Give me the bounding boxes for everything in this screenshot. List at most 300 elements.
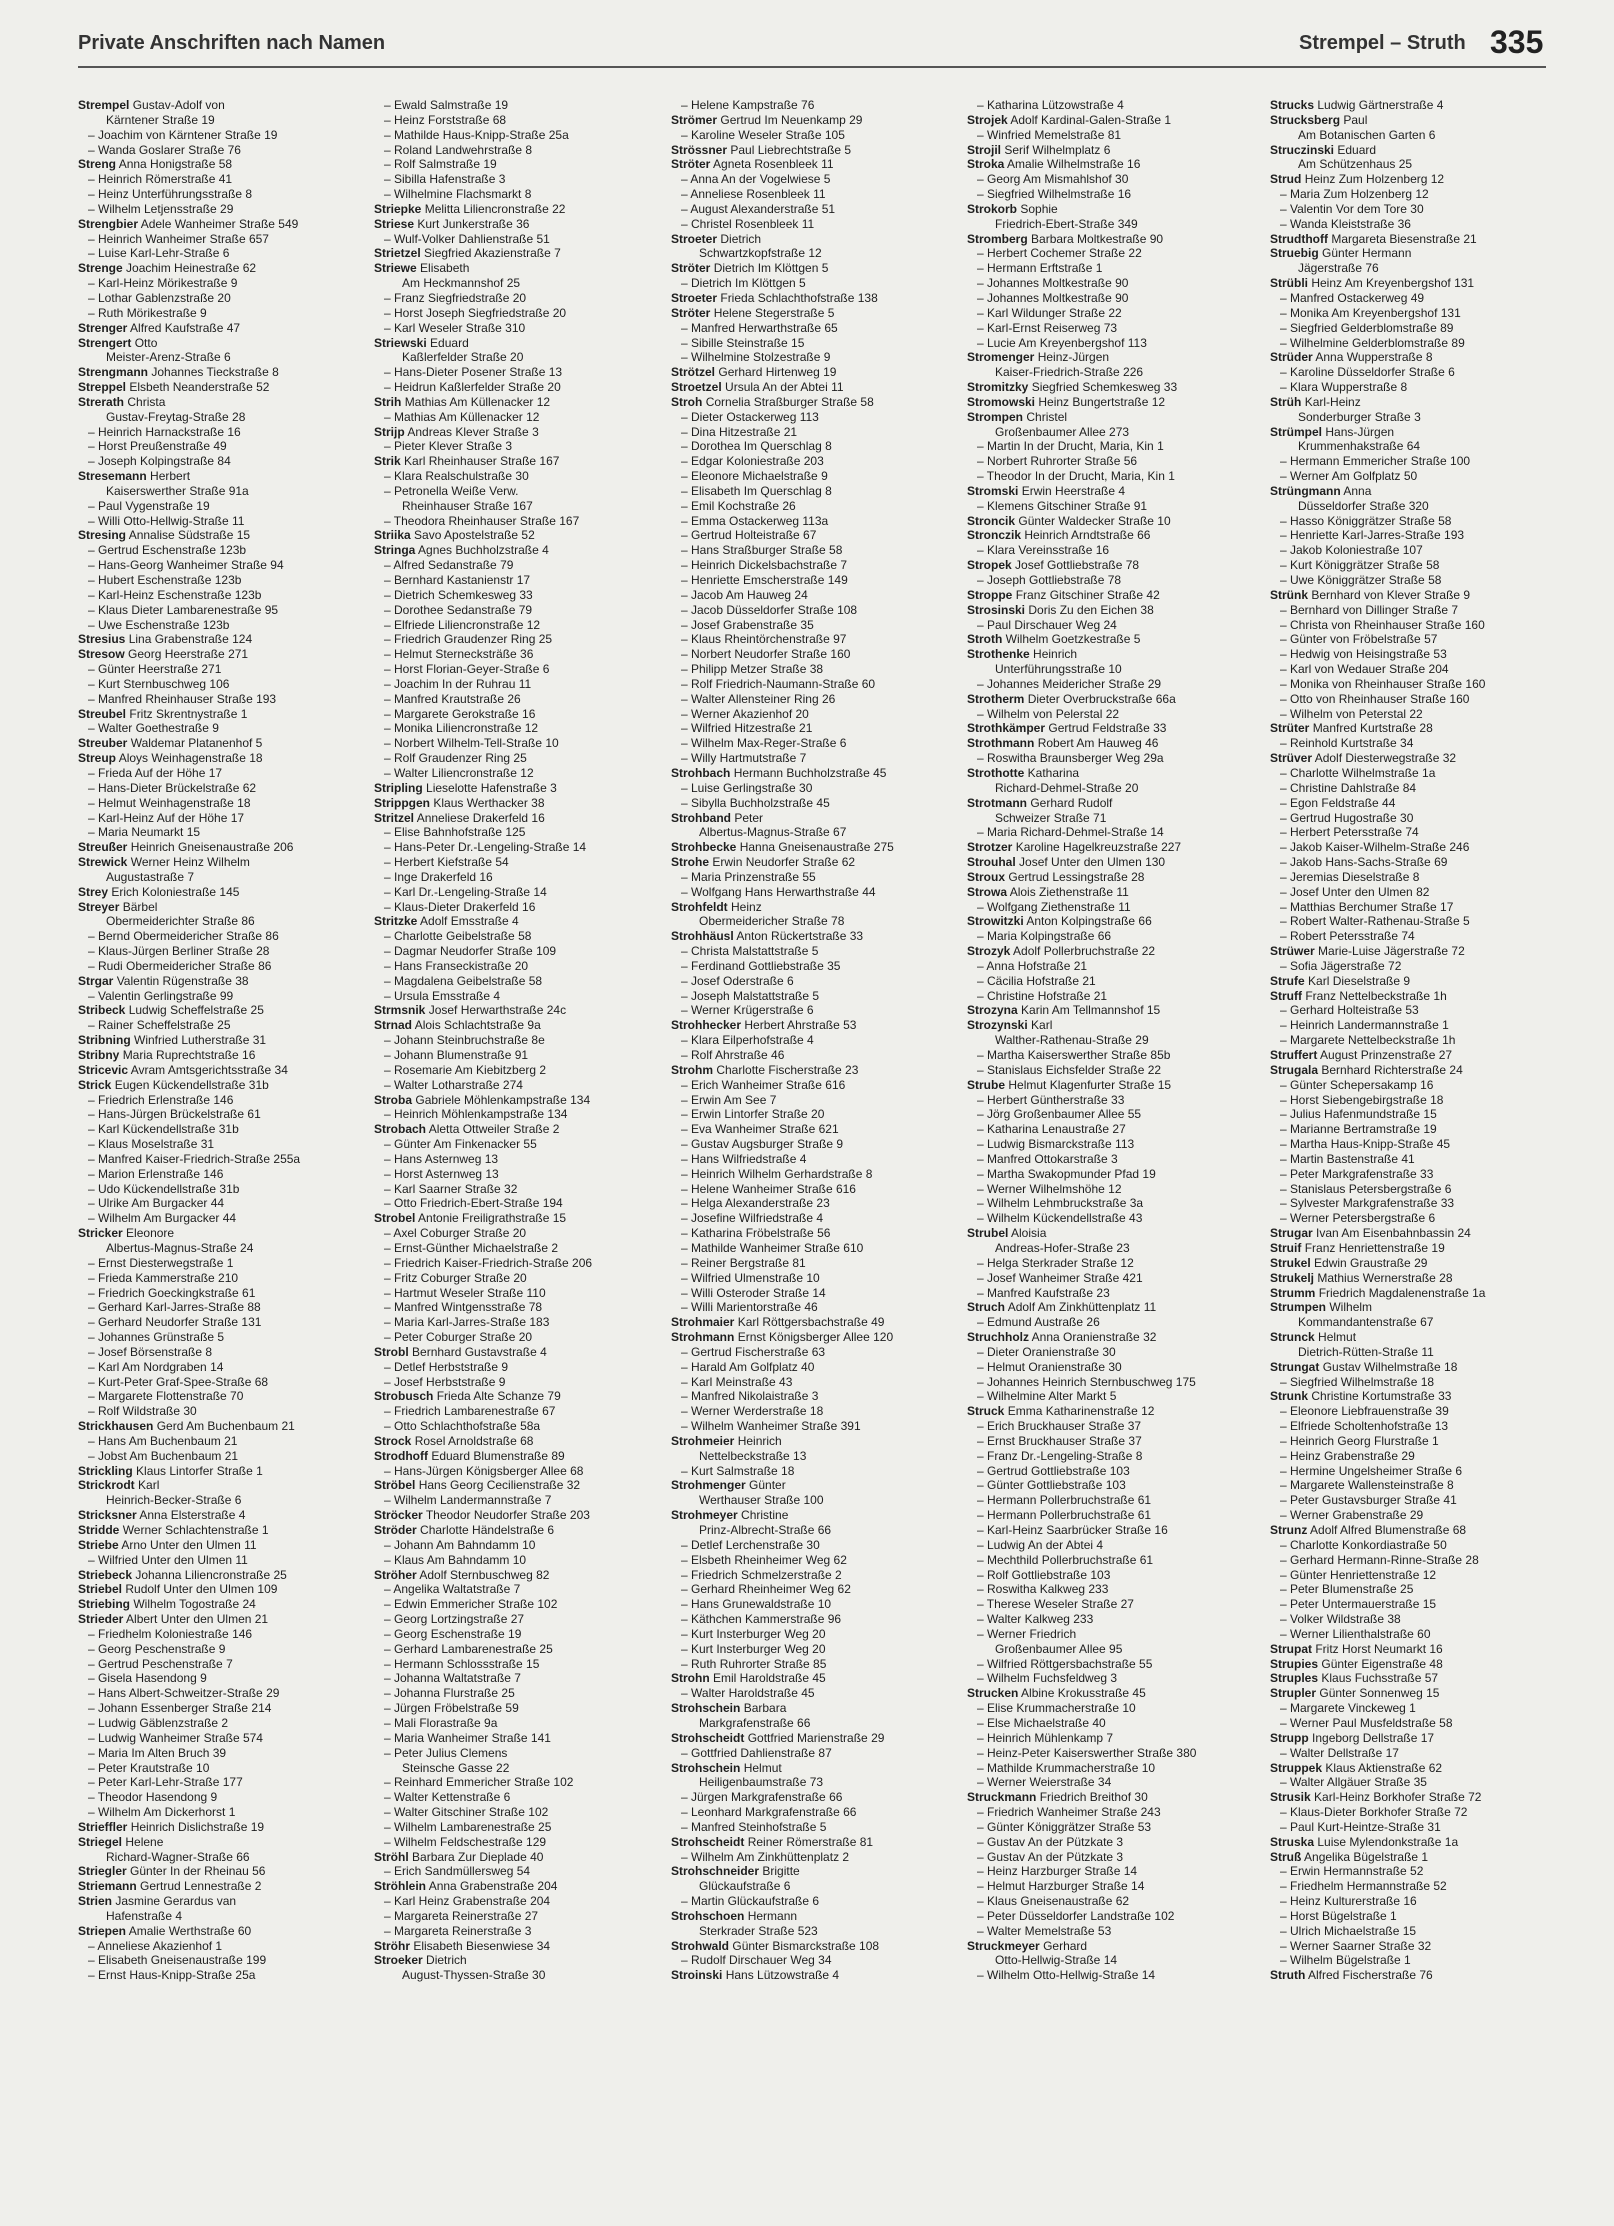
- surname: Stromenger: [967, 350, 1035, 365]
- directory-entry: [374, 1449, 654, 1464]
- entry-details: – Gustav Augsburger Straße 9: [681, 1137, 844, 1152]
- directory-entry: [374, 336, 654, 351]
- entry-details: Sophie: [1020, 201, 1058, 216]
- directory-entry: [1270, 1790, 1550, 1805]
- address-continuation: Andreas-Hofer-Straße 23: [995, 1240, 1130, 1255]
- directory-entry: [967, 1805, 1247, 1820]
- directory-entry: [967, 944, 1247, 959]
- entry-details: Herbert: [150, 469, 191, 484]
- directory-entry: [78, 484, 358, 499]
- surname: Strotherm: [967, 691, 1025, 706]
- directory-entry: [1270, 187, 1550, 202]
- directory-entry: [78, 113, 358, 128]
- directory-entry: [78, 1048, 358, 1063]
- directory-entry: [374, 261, 654, 276]
- directory-entry: [374, 1657, 654, 1672]
- surname: Strgar: [78, 973, 114, 988]
- entry-details: – Maria Im Alten Bruch 39: [88, 1745, 227, 1760]
- entry-details: Wilhelm Togostraße 24: [133, 1597, 256, 1612]
- entry-details: – Maria Kolpingstraße 66: [977, 929, 1112, 944]
- directory-entry: [671, 1597, 951, 1612]
- directory-entry: [78, 840, 358, 855]
- entry-details: – Margarete Nettelbeckstraße 1h: [1280, 1033, 1456, 1048]
- entry-details: Valentin Rügenstraße 38: [116, 973, 249, 988]
- entry-details: – Hermann Pollerbruchstraße 61: [977, 1508, 1152, 1523]
- directory-entry: [1270, 454, 1550, 469]
- entry-details: – Helga Sterkrader Straße 12: [977, 1255, 1134, 1270]
- entry-details: – Ernst-Günther Michaelstraße 2: [384, 1240, 559, 1255]
- directory-entry: [78, 1345, 358, 1360]
- entry-details: – Wilhelm Bügelstraße 1: [1280, 1953, 1411, 1968]
- entry-details: – Johannes Moltkestraße 90: [977, 276, 1129, 291]
- directory-entry: [967, 1345, 1247, 1360]
- entry-details: – Wilhelm Feldschestraße 129: [384, 1834, 547, 1849]
- directory-entry: [78, 365, 358, 380]
- entry-details: – Rudi Obermeidericher Straße 86: [88, 958, 272, 973]
- directory-entry: [78, 1894, 358, 1909]
- directory-entry: [967, 1582, 1247, 1597]
- surname: Strerath: [78, 394, 125, 409]
- directory-entry: [374, 128, 654, 143]
- entry-details: – Anneliese Rosenbleek 11: [681, 187, 826, 202]
- entry-details: – Robert Petersstraße 74: [1280, 929, 1415, 944]
- entry-details: – Martha Kaiserswerther Straße 85b: [977, 1048, 1171, 1062]
- directory-entry: [374, 1300, 654, 1315]
- directory-entry: [374, 677, 654, 692]
- directory-entry: [1270, 1597, 1550, 1612]
- directory-entry: [78, 1864, 358, 1879]
- entry-details: – Hermann Erftstraße 1: [977, 261, 1103, 276]
- directory-entry: [374, 276, 654, 291]
- entry-details: – Bernd Obermeidericher Straße 86: [88, 929, 279, 944]
- directory-entry: [671, 128, 951, 143]
- directory-entry: [671, 425, 951, 440]
- directory-entry: [1270, 98, 1550, 113]
- entry-details: – Wilfried Röttgersbachstraße 55: [977, 1656, 1153, 1671]
- directory-entry: [78, 217, 358, 232]
- directory-entry: [671, 1864, 951, 1879]
- surname: Strozyk: [967, 944, 1011, 959]
- surname: Struif: [1270, 1240, 1302, 1255]
- surname: Striebeck: [78, 1567, 133, 1582]
- surname: Strewick: [78, 855, 128, 870]
- entry-details: – Heinrich Möhlenkampstraße 134: [384, 1107, 568, 1122]
- entry-details: – Gustav An der Pützkate 3: [977, 1834, 1124, 1849]
- surname: Strugala: [1270, 1062, 1319, 1077]
- surname: Ströher: [374, 1567, 417, 1582]
- directory-entry: [671, 321, 951, 336]
- directory-entry: [78, 721, 358, 736]
- surname: Streng: [78, 157, 117, 172]
- surname: Strumpen: [1270, 1300, 1327, 1315]
- directory-entry: [671, 1271, 951, 1286]
- address-continuation: Kommandantenstraße 67: [1298, 1315, 1434, 1330]
- entry-details: – Katharina Fröbelstraße 56: [681, 1226, 831, 1241]
- entry-details: Anna Grabenstraße 204: [428, 1879, 558, 1894]
- directory-entry: [374, 1671, 654, 1686]
- address-continuation: Großenbaumer Allee 273: [995, 424, 1130, 439]
- address-continuation: Richard-Dehmel-Straße 20: [995, 780, 1139, 795]
- directory-entry: [967, 1389, 1247, 1404]
- entry-details: – Theodora Rheinhauser Straße 167: [384, 513, 580, 528]
- surname: Strowitzki: [967, 914, 1024, 929]
- directory-entry: [671, 781, 951, 796]
- directory-entry: [967, 1731, 1247, 1746]
- directory-entry: [967, 1003, 1247, 1018]
- entry-details: Heinrich: [1033, 647, 1078, 662]
- entry-details: Anna Oranienstraße 32: [1031, 1330, 1157, 1345]
- entry-details: – Hans-Dieter Posener Straße 13: [384, 365, 563, 380]
- address-continuation: Richard-Wagner-Straße 66: [106, 1849, 250, 1864]
- directory-entry: [78, 989, 358, 1004]
- entry-details: Gerhard: [1043, 1938, 1088, 1953]
- directory-entry: [374, 647, 654, 662]
- directory-entry: [967, 1493, 1247, 1508]
- entry-details: – Heinrich Römerstraße 41: [88, 172, 233, 187]
- directory-entry: [78, 1597, 358, 1612]
- entry-details: Alfred Fischerstraße 76: [1308, 1968, 1433, 1983]
- surname: Stroba: [374, 1092, 413, 1107]
- directory-entry: [1270, 1018, 1550, 1033]
- entry-details: – Reinhold Kurtstraße 34: [1280, 736, 1414, 751]
- directory-entry: [374, 1196, 654, 1211]
- address-continuation: August-Thyssen-Straße 30: [402, 1968, 546, 1983]
- entry-details: – Joseph Gottliebstraße 78: [977, 573, 1122, 587]
- directory-entry: [671, 1078, 951, 1093]
- entry-details: – Günter von Fröbelstraße 57: [1280, 632, 1438, 647]
- surname: Strokorb: [967, 201, 1018, 216]
- address-continuation: Heiligenbaumstraße 73: [699, 1775, 824, 1790]
- surname: Strünk: [1270, 587, 1309, 602]
- surname: Streubel: [78, 706, 127, 721]
- surname: Stroh: [671, 394, 703, 409]
- directory-entry: [78, 1271, 358, 1286]
- entry-details: Gertrud Im Neuenkamp 29: [720, 112, 863, 127]
- directory-entry: [374, 1122, 654, 1137]
- directory-entry: [374, 603, 654, 618]
- entry-details: – Christa von Rheinhauser Straße 160: [1280, 617, 1485, 632]
- entry-details: – Manfred Kaufstraße 23: [977, 1285, 1110, 1300]
- directory-entry: [967, 499, 1247, 514]
- directory-entry: [78, 751, 358, 766]
- surname: Strietzel: [374, 246, 421, 261]
- entry-details: Adolf Pollerbruchstraße 22: [1013, 944, 1156, 959]
- directory-entry: [78, 246, 358, 261]
- directory-entry: [967, 736, 1247, 751]
- entry-details: Gerd Am Buchenbaum 21: [156, 1419, 295, 1434]
- directory-entry: [1270, 1271, 1550, 1286]
- directory-entry: [671, 1879, 951, 1894]
- surname: Stroeter: [671, 231, 718, 246]
- directory-entry: [374, 736, 654, 751]
- entry-details: – Emma Ostackerweg 113a: [681, 513, 829, 528]
- entry-details: Charlotte Fischerstraße 23: [716, 1062, 859, 1077]
- directory-entry: [671, 989, 951, 1004]
- directory-entry: [671, 1167, 951, 1182]
- header-divider: [78, 66, 1546, 68]
- entry-details: – Peter Coburger Straße 20: [384, 1330, 533, 1345]
- entry-details: – Henriette Karl-Jarres-Straße 193: [1280, 528, 1465, 543]
- entry-details: – Detlef Herbststraße 9: [384, 1359, 509, 1374]
- directory-entry: [967, 662, 1247, 677]
- directory-entry: [671, 499, 951, 514]
- directory-entry: [671, 1478, 951, 1493]
- directory-entry: [671, 1449, 951, 1464]
- entry-details: – Norbert Neudorfer Straße 160: [681, 647, 851, 662]
- entry-details: Adolf Diesterwegstraße 32: [1314, 751, 1457, 766]
- entry-details: – Wanda Goslarer Straße 76: [88, 142, 241, 157]
- directory-entry: [374, 959, 654, 974]
- entry-details: – Margareta Reinerstraße 27: [384, 1908, 539, 1923]
- directory-entry: [78, 1360, 358, 1375]
- entry-details: Helmut: [743, 1760, 782, 1775]
- directory-entry: [1270, 1746, 1550, 1761]
- entry-details: – Heinrich Wilhelm Gerhardstraße 8: [681, 1166, 873, 1181]
- entry-details: – Josef Herbststraße 9: [384, 1374, 506, 1389]
- entry-details: Ludwig Gärtnerstraße 4: [1317, 98, 1444, 112]
- directory-entry: [967, 143, 1247, 158]
- directory-entry: [374, 1107, 654, 1122]
- entry-details: – Fritz Coburger Straße 20: [384, 1270, 527, 1285]
- entry-details: – Martin In der Drucht, Maria, Kin 1: [977, 439, 1164, 454]
- directory-entry: [967, 1835, 1247, 1850]
- directory-entry: [967, 1968, 1247, 1983]
- entry-details: – Erwin Hermannstraße 52: [1280, 1864, 1424, 1879]
- entry-details: – Klara Realschulstraße 30: [384, 469, 529, 484]
- directory-entry: [374, 1018, 654, 1033]
- entry-details: Heinrich Gneisenaustraße 206: [130, 840, 294, 855]
- directory-entry: [671, 1434, 951, 1449]
- directory-entry: [967, 1167, 1247, 1182]
- directory-entry: [967, 276, 1247, 291]
- entry-details: – Klaus-Dieter Borkhofer Straße 72: [1280, 1805, 1468, 1820]
- directory-entry: [1270, 439, 1550, 454]
- entry-details: Erwin Neudorfer Straße 62: [712, 855, 856, 870]
- entry-details: – Gertrud Eschenstraße 123b: [88, 543, 247, 558]
- entry-details: Johannes Tieckstraße 8: [151, 365, 279, 380]
- directory-entry: [671, 261, 951, 276]
- entry-details: – Sofia Jägerstraße 72: [1280, 958, 1402, 973]
- directory-entry: [671, 1538, 951, 1553]
- directory-entry: [1270, 1657, 1550, 1672]
- entry-details: – Jakob Koloniestraße 107: [1280, 543, 1423, 558]
- surname: Stripling: [374, 780, 423, 795]
- directory-entry: [967, 603, 1247, 618]
- directory-entry: [78, 618, 358, 633]
- entry-details: – Willi Marientorstraße 46: [681, 1300, 818, 1315]
- directory-entry: [1270, 1375, 1550, 1390]
- directory-entry: [967, 811, 1247, 826]
- directory-entry: [1270, 1078, 1550, 1093]
- entry-details: Josef Unter den Ulmen 130: [1019, 855, 1166, 870]
- entry-details: – Rolf Ahrstraße 46: [681, 1048, 785, 1062]
- directory-entry: [374, 751, 654, 766]
- entry-details: – Helmut Harzburger Straße 14: [977, 1879, 1145, 1894]
- directory-entry: [1270, 1864, 1550, 1879]
- directory-entry: [78, 1761, 358, 1776]
- entry-details: – Johannes Heinrich Sternbuschweg 175: [977, 1374, 1196, 1389]
- directory-entry: [671, 1523, 951, 1538]
- surname: Striemann: [78, 1879, 137, 1894]
- directory-entry: [374, 1419, 654, 1434]
- entry-details: – Josef Unter den Ulmen 82: [1280, 884, 1430, 899]
- directory-entry: [671, 291, 951, 306]
- directory-entry: [1270, 1553, 1550, 1568]
- directory-entry: [374, 662, 654, 677]
- entry-details: – Ulrike Am Burgacker 44: [88, 1196, 225, 1211]
- entry-details: – Heinz Harzburger Straße 14: [977, 1864, 1138, 1879]
- directory-entry: [78, 350, 358, 365]
- surname: Striika: [374, 528, 411, 543]
- directory-entry: [967, 825, 1247, 840]
- address-continuation: Düsseldorfer Straße 320: [1298, 498, 1429, 513]
- directory-entry: [671, 1657, 951, 1672]
- surname: Stroeter: [671, 290, 718, 305]
- directory-entry: [967, 1033, 1247, 1048]
- surname: Stricksner: [78, 1508, 137, 1523]
- entry-details: – Horst Siebengebirgstraße 18: [1280, 1092, 1444, 1107]
- entry-details: Helene: [125, 1834, 164, 1849]
- entry-details: – Heidrun Kaßlerfelder Straße 20: [384, 380, 561, 395]
- entry-details: Amalie Werthstraße 60: [128, 1923, 252, 1938]
- entry-details: – Philipp Metzer Straße 38: [681, 662, 824, 677]
- directory-entry: [374, 1894, 654, 1909]
- entry-details: – Heinrich Wanheimer Straße 657: [88, 231, 269, 246]
- directory-entry: [78, 632, 358, 647]
- entry-details: Anna: [1343, 483, 1372, 498]
- directory-entry: [374, 1716, 654, 1731]
- directory-entry: [374, 1286, 654, 1301]
- surname: Stromowski: [967, 394, 1036, 409]
- entry-details: – Georg Am Mismahlshof 30: [977, 172, 1129, 187]
- directory-entry: [374, 143, 654, 158]
- directory-entry: [78, 1315, 358, 1330]
- directory-entry: [374, 232, 654, 247]
- entry-details: – Karl Wildunger Straße 22: [977, 305, 1122, 320]
- entry-details: – Ludwig An der Abtei 4: [977, 1537, 1104, 1552]
- directory-column-2: [374, 98, 654, 1983]
- entry-details: – Reiner Bergstraße 81: [681, 1255, 806, 1270]
- entry-details: Günter Hermann: [1322, 246, 1412, 261]
- directory-entry: [78, 157, 358, 172]
- entry-details: – Werner Paul Musfeldstraße 58: [1280, 1715, 1453, 1730]
- entry-details: – Martin Glückaufstraße 6: [681, 1894, 820, 1909]
- directory-entry: [374, 1226, 654, 1241]
- address-continuation: Nettelbeckstraße 13: [699, 1448, 807, 1463]
- entry-details: Anna Wupperstraße 8: [1315, 350, 1433, 365]
- entry-details: Gabriele Möhlenkampstraße 134: [415, 1092, 591, 1107]
- entry-details: Heinz Zum Holzenberg 12: [1304, 172, 1445, 187]
- surname: Strüwer: [1270, 944, 1315, 959]
- directory-entry: [671, 1256, 951, 1271]
- surname: Strih: [374, 394, 402, 409]
- surname: Strucksberg: [1270, 112, 1341, 127]
- entry-details: Fritz Skrentnystraße 1: [129, 706, 248, 721]
- surname: Ströter: [671, 305, 711, 320]
- directory-entry: [967, 900, 1247, 915]
- entry-details: Anton Rückertstraße 33: [736, 929, 864, 944]
- directory-entry: [1270, 1107, 1550, 1122]
- directory-entry: [671, 662, 951, 677]
- page-section-title: Private Anschriften nach Namen: [78, 32, 386, 54]
- surname: Stribny: [78, 1048, 120, 1062]
- entry-details: – Heinrich Harnackstraße 16: [88, 424, 241, 439]
- directory-entry: [374, 1597, 654, 1612]
- entry-details: – Wolfgang Hans Herwarthstraße 44: [681, 884, 876, 899]
- directory-entry: [967, 1300, 1247, 1315]
- entry-details: Hans-Jürgen: [1325, 424, 1395, 439]
- address-continuation: Albertus-Magnus-Straße 24: [106, 1240, 254, 1255]
- surname: Ströhlein: [374, 1879, 427, 1894]
- directory-entry: [967, 98, 1247, 113]
- entry-details: – Peter Gustavsburger Straße 41: [1280, 1493, 1457, 1508]
- entry-details: – Karl Am Nordgraben 14: [88, 1359, 224, 1374]
- surname: Struppek: [1270, 1760, 1323, 1775]
- directory-entry: [374, 1137, 654, 1152]
- directory-entry: [374, 1761, 654, 1776]
- entry-details: Heinz-Jürgen: [1037, 350, 1110, 365]
- entry-details: Franz Henriettenstraße 19: [1304, 1240, 1445, 1255]
- entry-details: Günter Waldecker Straße 10: [1018, 513, 1171, 528]
- directory-entry: [1270, 721, 1550, 736]
- directory-entry: [671, 1627, 951, 1642]
- entry-details: – Walter Haroldstraße 45: [681, 1686, 815, 1701]
- directory-entry: [1270, 1063, 1550, 1078]
- directory-entry: [374, 1404, 654, 1419]
- entry-details: – Mathias Am Küllenacker 12: [384, 409, 540, 424]
- entry-details: – Hans Grunewaldstraße 10: [681, 1597, 832, 1612]
- entry-details: – Karl Meinstraße 43: [681, 1374, 793, 1389]
- directory-entry: [78, 1553, 358, 1568]
- directory-entry: [374, 454, 654, 469]
- directory-entry: [78, 1093, 358, 1108]
- entry-details: – Theodor In der Drucht, Maria, Kin 1: [977, 469, 1175, 484]
- directory-entry: [374, 989, 654, 1004]
- directory-entry: [671, 1375, 951, 1390]
- directory-entry: [78, 1582, 358, 1597]
- directory-entry: [78, 914, 358, 929]
- directory-entry: [671, 558, 951, 573]
- entry-details: – Günter Am Finkenacker 55: [384, 1137, 537, 1152]
- directory-entry: [671, 1850, 951, 1865]
- surname: Strohscheidt: [671, 1730, 745, 1745]
- entry-details: – Karl-Heinz Saarbrücker Straße 16: [977, 1523, 1168, 1537]
- surname: Striegler: [78, 1864, 127, 1879]
- entry-details: – Johann Steinbruchstraße 8e: [384, 1033, 545, 1048]
- directory-entry: [374, 1434, 654, 1449]
- directory-entry: [967, 1924, 1247, 1939]
- directory-entry: [967, 380, 1247, 395]
- entry-details: – Christel Rosenbleek 11: [681, 216, 815, 231]
- directory-entry: [78, 1063, 358, 1078]
- directory-entry: [671, 1137, 951, 1152]
- entry-details: Friedrich Magdalenenstraße 1a: [1318, 1285, 1486, 1300]
- entry-details: – Roswitha Kalkweg 233: [977, 1582, 1109, 1597]
- directory-entry: [967, 514, 1247, 529]
- entry-details: Aletta Ottweiler Straße 2: [428, 1122, 560, 1137]
- directory-entry: [78, 1033, 358, 1048]
- entry-details: – Wilhelm Max-Reger-Straße 6: [681, 736, 847, 751]
- surname: Strothmann: [967, 736, 1035, 751]
- directory-entry: [967, 1449, 1247, 1464]
- entry-details: – Manfred Herwarthstraße 65: [681, 320, 838, 335]
- directory-entry: [671, 1493, 951, 1508]
- surname: Ströbel: [374, 1478, 416, 1493]
- entry-details: Agnes Buchholzstraße 4: [418, 543, 549, 558]
- entry-details: Albine Krokusstraße 45: [1021, 1686, 1146, 1701]
- directory-entry: [78, 1686, 358, 1701]
- directory-entry: [374, 410, 654, 425]
